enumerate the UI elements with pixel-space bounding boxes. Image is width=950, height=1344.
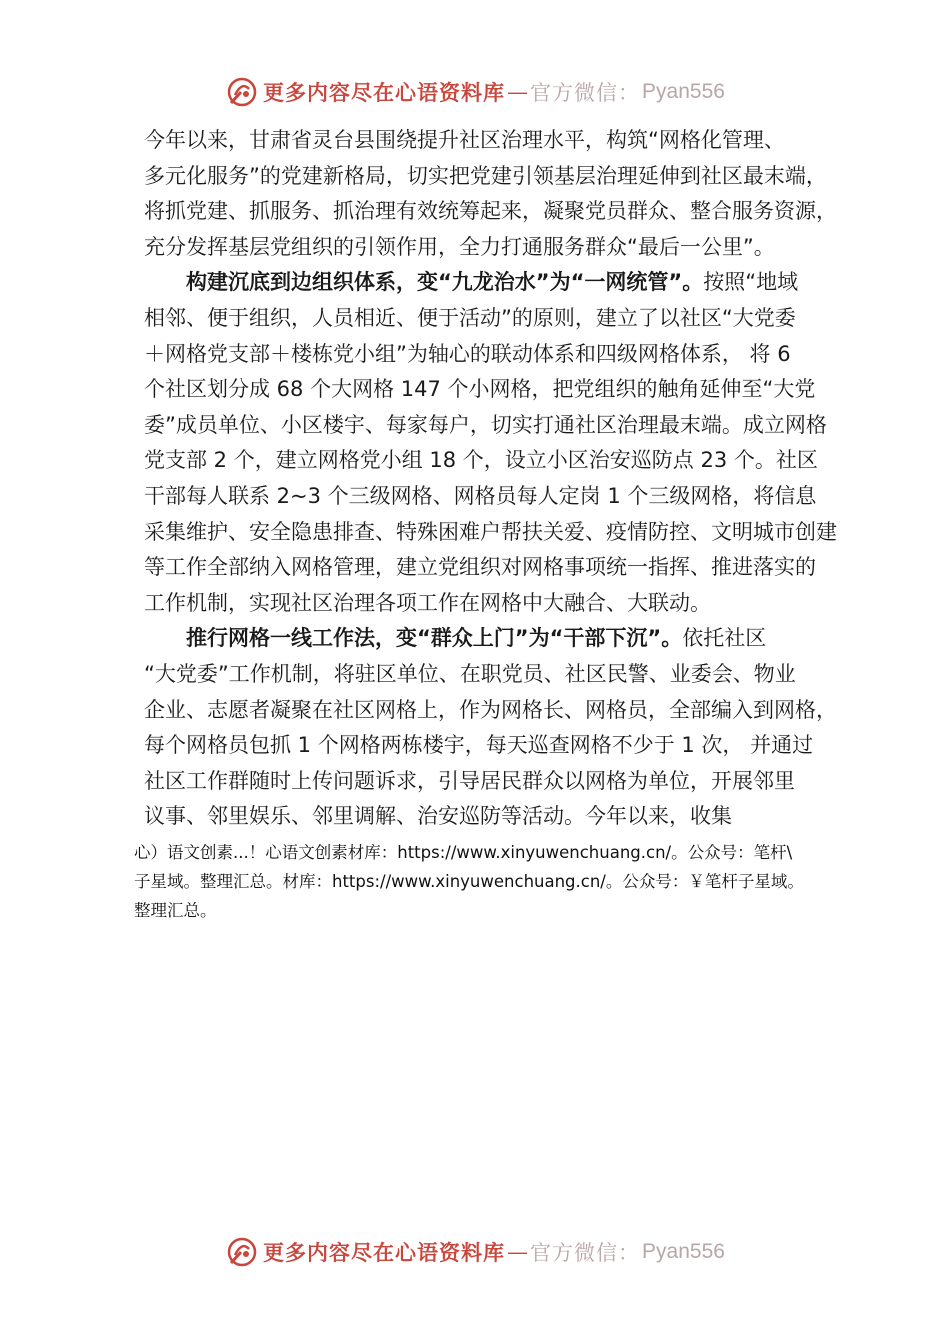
banner-title: 更多内容尽在心语资料库 xyxy=(263,80,506,105)
document-body xyxy=(144,123,837,835)
text-line: 社区工作群随时上传问题诉求，引导居民群众以网格为单位，开展邻里 xyxy=(144,768,795,793)
text-line: ＋网格党支部＋楼栋党小组”为轴心的联动体系和四级网格体系， 将 6 xyxy=(144,341,791,366)
note-line: 整理汇总。 xyxy=(134,901,217,920)
text-line: 多元化服务”的党建新格局，切实把党建引领基层治理延伸到社区最末端， xyxy=(144,163,827,188)
footer-banner xyxy=(0,1232,950,1272)
text-line: 采集维护、安全隐患排查、特殊困难户帮扶关爱、疫情防控、文明城市创建 xyxy=(144,519,837,544)
text-line: 委”成员单位、小区楼宇、每家每户，切实打通社区治理最末端。成立网格 xyxy=(144,412,827,437)
banner-wechat-id: Pyan556 xyxy=(642,1240,725,1263)
brand-logo-icon xyxy=(225,1235,259,1269)
text-line: 工作机制，实现社区治理各项工作在网格中大融合、大联动。 xyxy=(144,590,711,615)
text-line: 将抓党建、抓服务、抓治理有效统筹起来，凝聚党员群众、整合服务资源， xyxy=(144,199,837,224)
header-banner xyxy=(0,72,950,112)
text-line: 个社区划分成 68 个大网格 147 个小网格，把党组织的触角延伸至“大党 xyxy=(144,377,816,402)
banner-title: 更多内容尽在心语资料库 xyxy=(263,1240,506,1265)
text-line: “大党委”工作机制，将驻区单位、在职党员、社区民警、业委会、物业 xyxy=(144,661,796,686)
text-line: 等工作全部纳入网格管理，建立党组织对网格事项统一指挥、推进落实的 xyxy=(144,555,816,580)
banner-separator: — xyxy=(507,80,529,104)
paragraph-intro xyxy=(144,123,837,265)
text-line: 今年以来，甘肃省灵台县围绕提升社区治理水平，构筑“网格化管理、 xyxy=(144,128,785,152)
text-line: 干部每人联系 2~3 个三级网格、网格员每人定岗 1 个三级网格，将信息 xyxy=(144,483,817,508)
text-line: 党支部 2 个，建立网格党小组 18 个，设立小区治安巡防点 23 个。社区 xyxy=(144,448,818,473)
note-line: 子星域。整理汇总。材库：https://www.xinyuwenchuang.cn/。公众号：￥笔杆子星域。 xyxy=(134,872,804,891)
note-line: 心）语文创素...！心语文创素材库：https://www.xinyuwenchuang.cn/。公众号：笔杆\ xyxy=(134,843,793,862)
banner-wechat-label: 官方微信： xyxy=(530,81,641,105)
text-run: 按照“地域 xyxy=(703,270,799,295)
text-run: 依托社区 xyxy=(682,626,767,651)
paragraph-first-line xyxy=(144,621,834,657)
paragraph-first-line xyxy=(144,265,834,301)
text-line: 相邻、便于组织，人员相近、便于活动”的原则，建立了以社区“大党委 xyxy=(144,305,796,330)
banner-separator: — xyxy=(507,1240,529,1264)
paragraph-grid-work xyxy=(144,621,837,835)
text-line: 企业、志愿者凝聚在社区网格上，作为网格长、网格员，全部编入到网格， xyxy=(144,697,837,722)
banner-wechat-label: 官方微信： xyxy=(530,1241,641,1265)
section-heading: 推行网格一线工作法，变“群众上门”为“干部下沉”。 xyxy=(186,626,683,651)
paragraph-organization xyxy=(144,265,837,621)
text-line: 议事、邻里娱乐、邻里调解、治安巡防等活动。今年以来，收集 xyxy=(144,804,732,829)
banner-wechat-id: Pyan556 xyxy=(642,80,725,103)
source-note xyxy=(134,838,839,925)
section-heading: 构建沉底到边组织体系，变“九龙治水”为“一网统管”。 xyxy=(186,270,704,295)
text-line: 充分发挥基层党组织的引领作用，全力打通服务群众“最后一公里”。 xyxy=(144,234,775,259)
brand-logo-icon xyxy=(225,75,259,109)
text-line: 每个网格员包抓 1 个网格两栋楼宇，每天巡查网格不少于 1 次， 并通过 xyxy=(144,733,814,758)
